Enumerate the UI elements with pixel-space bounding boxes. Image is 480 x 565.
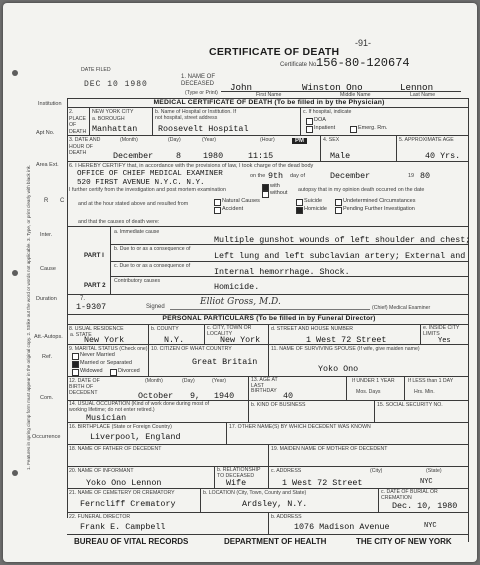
under-1-day-label: If LESS than 1 DAY [408,378,454,384]
immediate-cause-label: a. Immediate cause [114,229,160,235]
examiner-signature: Elliot Gross, M.D. [200,297,281,307]
manner-homicide[interactable]: Homicide [304,206,327,212]
informant-address: 1 West 72 Street [282,478,363,488]
decedent-first-name: John [230,82,253,93]
year-19-label: 19 [408,173,415,179]
relationship-label: b. RELATIONSHIP TO DECEASED [217,467,261,479]
examiner-statement: 6. I HEREBY CERTIFY that, in accordance with the provisions of law, I took charge of the dead body [69,163,314,169]
informant-address-label: c. ADDRESS [271,468,302,474]
institution-label: b. Name of Hospital or Institution. If not hospital, street address [155,109,237,121]
status-emerg[interactable]: Emerg. Rm. [358,125,388,131]
cause-b: Left lung and left subclavian artery; External and [214,251,466,261]
ssn-label: 15. SOCIAL SECURITY NO. [377,402,443,408]
date-of-death-label: 3. DATE AND HOUR OF DEATH [69,137,101,156]
location-label: b. LOCATION (City, Town, County and State) [203,490,307,496]
inside-city-value: Yes [438,337,451,345]
due-b-label: b. Due to or as a consequence of [114,246,191,252]
birthplace-value: Liverpool, England [90,432,181,442]
decedent-middle-name: Winston Ono [302,82,363,93]
examiner-office: OFFICE OF CHIEF MEDICAL EXAMINER [77,170,223,178]
footer-department: DEPARTMENT OF HEALTH [224,537,327,546]
spouse-label: 11. NAME OF SURVIVING SPOUSE (If wife, give maiden name) [271,346,420,352]
age-birthday-value: 40 [283,391,294,401]
borough-label: a. BOROUGH [92,116,125,122]
sex-value: Male [330,151,351,161]
relationship-value: Wife [226,478,247,488]
side-label-com: Com. [40,395,54,401]
side-label-institution: Institution [38,101,62,107]
informant-city: NYC [420,478,433,486]
manner-natural[interactable]: Natural Causes [222,198,260,204]
decedent-last-name: Lennon [400,82,434,93]
marital-widowed[interactable]: Widowed [80,368,103,374]
name-sublabel: (Type or Print) [185,90,218,96]
further-certify: I further certify from the investigation and post mortem examination [69,187,226,193]
registration-number: 1-9307 [76,302,107,312]
dob-month-label: (Month) [145,378,163,384]
city-label: c. CITY, TOWN OR LOCALITY [207,325,252,337]
under-1-year-units: Mos. Days [356,389,381,395]
side-label-ref: Ref. [42,354,53,360]
dob-month: October [138,391,174,401]
with-autopsy[interactable]: with [270,183,280,189]
footer-city: THE CITY OF NEW YORK [356,537,452,546]
informant-label: 20. NAME OF INFORMANT [69,468,134,474]
residence-county: N.Y. [164,335,185,345]
middle-name-label: Middle Name [340,92,371,98]
age-birthday-label: 13. AGE AT LAST BIRTHDAY [251,377,278,394]
certificate-number: 156-80-120674 [316,56,410,70]
side-label-duration: Duration [36,296,57,302]
page-title: CERTIFICATE OF DEATH [209,46,340,58]
side-label-area: Area Ext. [36,162,59,168]
fd-address-label: b. ADDRESS [271,514,302,520]
manner-suicide[interactable]: Suicide [304,198,323,204]
death-day: 8 [176,151,182,161]
occupation-value: Musician [86,413,127,423]
certificate-number-label: Certificate No. [280,62,319,68]
borough-value: Manhattan [92,124,138,134]
dob-day: 9, [190,391,201,401]
last-name-label: Last Name [410,92,436,98]
part1-label: PART I [84,252,104,259]
side-label-c: C [60,198,65,204]
informant-value: Yoko Ono Lennon [86,478,162,488]
without-autopsy[interactable]: without [270,190,288,196]
birthplace-label: 16. BIRTHPLACE (State or Foreign Country) [69,424,172,430]
informant-state-label: (State) [426,468,442,474]
pm-marker: PM [292,138,307,144]
exam-month: December [330,171,371,181]
marital-married[interactable]: Married or Separated [80,360,132,366]
dob-label: 12. DATE OF BIRTH OF DECEDENT [69,378,100,396]
name-label: 1. NAME OF DECEASED [181,74,216,87]
residence-city: New York [220,335,261,345]
business-label: b. KIND OF BUSINESS [251,402,306,408]
personal-section-title: PERSONAL PARTICULARS (To be filled in by Funeral Director) [162,315,376,322]
punch-hole [12,70,18,76]
margin-note: 1. Features in spring clamp form must appear in the original copy. 2. Strike out the word or words not applicable. 3. Type, or print clearly with black ink. [26,164,31,470]
burial-date-value: Dec. 10, 1980 [392,501,458,511]
signer-note: (Chief) Medical Examiner [372,305,431,311]
residence-label: 8. USUAL RESIDENCE [69,326,124,332]
state-label: a. STATE [70,332,92,338]
residence-state: New York [84,335,125,345]
dob-year: 1940 [214,391,235,401]
status-doa[interactable]: DOA [314,117,326,123]
hour-label: (Hour) [260,137,275,143]
fd-city-value: NYC [424,522,437,530]
death-hour: 11:15 [248,151,274,161]
father-label: 18. NAME OF FATHER OF DECEDENT [69,446,162,452]
exam-year: 80 [420,171,431,181]
punch-hole [12,470,18,476]
fd-address-value: 1076 Madison Avenue [294,522,390,532]
cemetery-label: 21. NAME OF CEMETERY OR CREMATORY [69,490,175,496]
footer-bureau: BUREAU OF VITAL RECORDS [74,537,189,546]
marital-label: 9. MARITAL STATUS (Check one) [69,346,148,352]
side-label-occurrence: Occurrence [32,434,61,440]
day-of-label: day of [290,173,305,179]
punch-hole [12,270,18,276]
location-value: Ardsley, N.Y. [242,499,308,509]
page-number: -91- [355,38,372,48]
autopsy-text: autopsy that in my opinion death occurred on the date [298,187,425,193]
side-label-apt: Apt No. [36,130,55,136]
side-label-att-autops: Att.-Autops. [34,334,63,340]
nyc-label: NEW YORK CITY [92,109,134,115]
contributory-cause: Homicide. [214,282,260,292]
cause-c: Internal hemorrhage. Shock. [214,267,350,277]
month-label: (Month) [120,137,138,143]
place-stated: and at the hour stated above and resulted from [78,201,189,207]
death-year: 1980 [203,151,224,161]
occupation-label: 14. USUAL OCCUPATION (Kind of work done during most of working lifetime; do not enter retired.) [69,401,210,413]
marital-never[interactable]: Never Married [80,352,115,358]
causes-label: and that the causes of death were: [78,219,160,225]
side-label-r: R [44,198,49,204]
other-names-label: 17. OTHER NAME(S) BY WHICH DECEDENT WAS KNOWN [229,424,371,430]
contributory-label: Contributory causes [114,278,161,284]
signed-label: Signed [146,304,165,310]
institution-value: Roosevelt Hospital [158,124,249,134]
manner-accident[interactable]: Accident [222,206,244,212]
day-label: (Day) [168,137,181,143]
marital-divorced[interactable]: Divorced [118,368,140,374]
funeral-director-value: Frank E. Campbell [80,522,166,532]
place-of-death-label: 2. PLACE OF DEATH [69,109,87,135]
citizen-value: Great Britain [192,357,258,367]
examiner-address: 520 FIRST AVENUE N.Y.C. N.Y. [77,179,205,187]
exam-day: 9th [268,171,284,181]
age-label: 5. APPROXIMATE AGE [399,137,454,143]
due-c-label: c. Due to or as a consequence of [114,263,191,269]
dob-day-label: (Day) [182,378,195,384]
age-value: 40 Yrs. [425,151,461,161]
sex-label: 4. SEX [323,137,340,143]
part2-label: PART 2 [84,282,106,289]
death-month: December [113,151,154,161]
side-label-cause: Cause [40,266,56,272]
hospital-status-label: c. If hospital, indicate [303,109,352,115]
funeral-director-label: 22. FUNERAL DIRECTOR [69,514,131,520]
medical-section-title: MEDICAL CERTIFICATE OF DEATH (To be filled in by the Physician) [153,99,385,106]
burial-date-label: c. DATE OF BURIAL OR CREMATION [381,489,438,501]
street-label: d. STREET AND HOUSE NUMBER [271,326,354,332]
side-label-inter: Inter. [40,232,53,238]
citizen-label: 10. CITIZEN OF WHAT COUNTRY [151,346,232,352]
residence-street: 1 West 72 Street [306,335,387,345]
under-1-day-units: Hrs. Min. [414,389,435,395]
under-1-year-label: If UNDER 1 YEAR [352,378,395,384]
mother-label: 19. MAIDEN NAME OF MOTHER OF DECEDENT [271,446,388,452]
manner-pending[interactable]: Pending Further Investigation [343,206,415,212]
status-inpatient[interactable]: Inpatient [314,125,336,131]
spouse-value: Yoko Ono [318,364,359,374]
dob-year-label: (Year) [212,378,226,384]
inside-city-label: e. INSIDE CITY LIMITS [423,325,460,337]
manner-undetermined[interactable]: Undetermined Circumstances [343,198,416,204]
cemetery-value: Ferncliff Crematory [80,499,176,509]
informant-city-label: (City) [370,468,383,474]
date-filed-label: DATE FILED [81,67,111,73]
county-label: b. COUNTY [151,326,179,332]
sig-number-label: 7. [80,296,86,302]
year-label: (Year) [202,137,216,143]
date-filed-stamp: DEC 10 1980 [84,80,148,89]
cause-a: Multiple gunshot wounds of left shoulder and chest; [214,235,471,245]
first-name-label: First Name [256,92,282,98]
on-the-label: on the [250,173,266,179]
